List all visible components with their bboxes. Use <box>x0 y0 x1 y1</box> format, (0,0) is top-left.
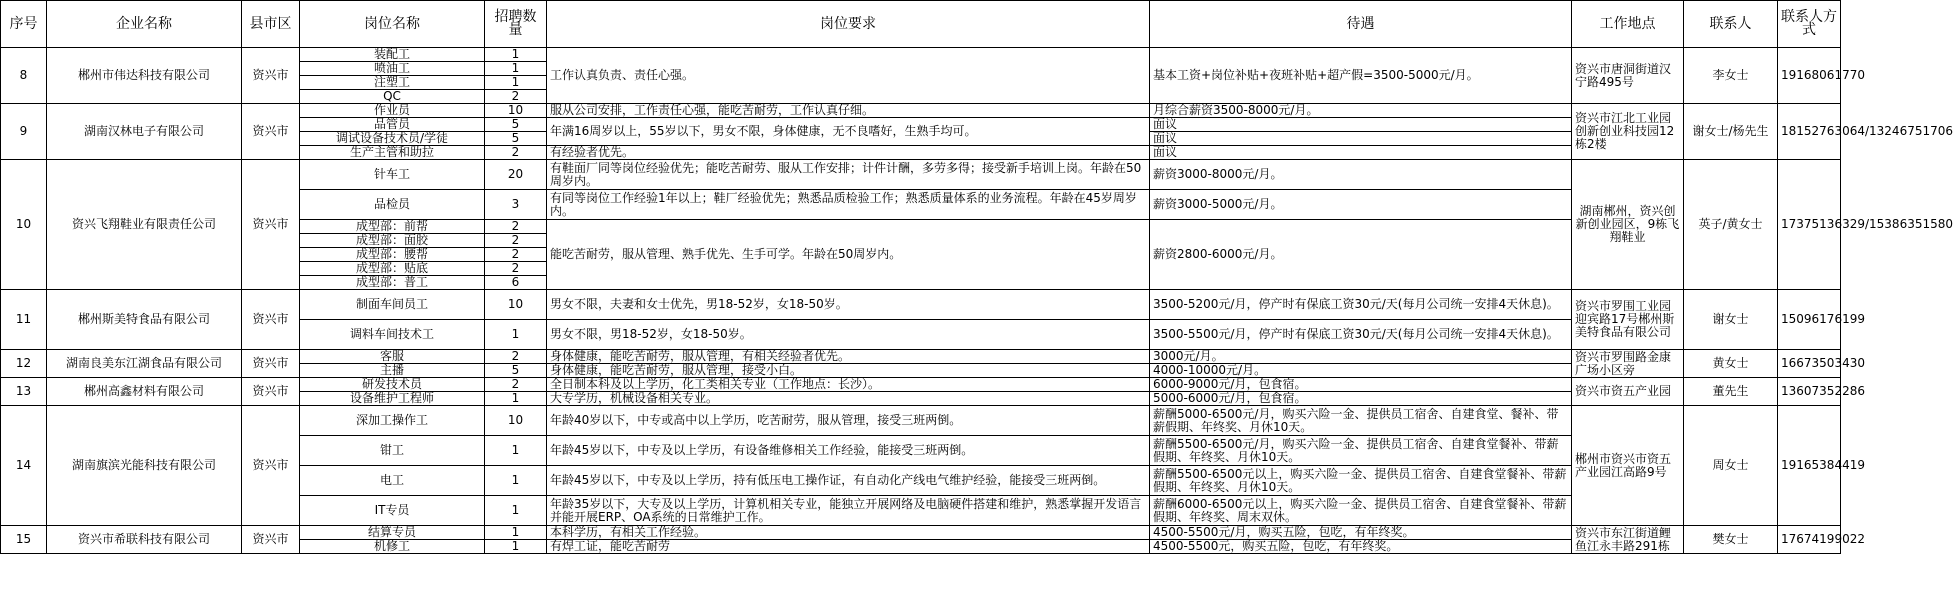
table-row <box>1 290 1841 320</box>
job-title: 调料车间技术工 <box>300 320 485 350</box>
work-location: 湖南郴州，资兴创新创业园区，9栋飞翔鞋业 <box>1572 160 1684 290</box>
contact-person: 周女士 <box>1684 406 1778 526</box>
header-location: 工作地点 <box>1572 1 1684 48</box>
table-row <box>1 526 1841 540</box>
job-count: 5 <box>485 132 547 146</box>
company-name: 资兴飞翔鞋业有限责任公司 <box>47 160 242 290</box>
job-benefits: 薪资3000-8000元/月。 <box>1150 160 1572 190</box>
table-row <box>1 48 1841 62</box>
job-title: 电工 <box>300 466 485 496</box>
job-benefits: 薪酬5500-6500元/月，购买六险一金、提供员工宿舍、自建食堂餐补、带薪假期、年终奖、月休10天。 <box>1150 436 1572 466</box>
job-count: 2 <box>485 248 547 262</box>
work-location: 资兴市罗围工业园迎宾路17号郴州斯美特食品有限公司 <box>1572 290 1684 350</box>
job-count: 10 <box>485 104 547 118</box>
job-count: 2 <box>485 350 547 364</box>
job-requirements: 年龄45岁以下，中专及以上学历，持有低压电工操作证，有自动化产线电气维护经验，能接受三班两倒。 <box>547 466 1150 496</box>
job-requirements: 本科学历，有相关工作经验。 <box>547 526 1150 540</box>
work-location: 资兴市罗围路金康广场小区旁 <box>1572 350 1684 378</box>
contact-person: 樊女士 <box>1684 526 1778 554</box>
job-title: IT专员 <box>300 496 485 526</box>
job-title: 针车工 <box>300 160 485 190</box>
district: 资兴市 <box>242 350 300 378</box>
job-benefits: 薪酬5000-6500元/月，购买六险一金、提供员工宿舍、自建食堂、餐补、带薪假期、年终奖、月休10天。 <box>1150 406 1572 436</box>
contact-phone: 19168061770 <box>1778 48 1841 104</box>
row-seq: 8 <box>1 48 47 104</box>
company-name: 湖南旗滨光能科技有限公司 <box>47 406 242 526</box>
job-count: 1 <box>485 76 547 90</box>
row-seq: 10 <box>1 160 47 290</box>
job-count: 2 <box>485 378 547 392</box>
job-count: 1 <box>485 48 547 62</box>
job-benefits: 面议 <box>1150 118 1572 132</box>
job-title: 成型部：面胶 <box>300 234 485 248</box>
job-requirements: 年龄35岁以下，大专及以上学历，计算机相关专业，能独立开展网络及电脑硬件搭建和维护，熟悉掌握开发语言并能开展ERP、OA系统的日常维护工作。 <box>547 496 1150 526</box>
job-title: 成型部：前帮 <box>300 220 485 234</box>
job-benefits: 薪酬6000-6500元以上，购买六险一金、提供员工宿舍、自建食堂餐补、带薪假期、年终奖、周末双休。 <box>1150 496 1572 526</box>
header-position: 岗位名称 <box>300 1 485 48</box>
job-benefits: 4500-5500元/月，购买五险，包吃，有年终奖。 <box>1150 526 1572 540</box>
header-count: 招聘数量 <box>485 1 547 48</box>
job-title: 品检员 <box>300 190 485 220</box>
work-location: 资兴市东江街道鲤鱼江永丰路291栋 <box>1572 526 1684 554</box>
job-count: 1 <box>485 496 547 526</box>
job-title: 机修工 <box>300 540 485 554</box>
header-row <box>1 1 1841 48</box>
job-title: 结算专员 <box>300 526 485 540</box>
table-row <box>1 406 1841 436</box>
job-requirements: 全日制本科及以上学历，化工类相关专业（工作地点：长沙）。 <box>547 378 1150 392</box>
job-count: 5 <box>485 118 547 132</box>
contact-person: 黄女士 <box>1684 350 1778 378</box>
job-benefits: 薪资2800-6000元/月。 <box>1150 220 1572 290</box>
job-count: 2 <box>485 90 547 104</box>
contact-phone: 15096176199 <box>1778 290 1841 350</box>
work-location: 资兴市江北工业园创新创业科技园12栋2楼 <box>1572 104 1684 160</box>
contact-phone: 13607352286 <box>1778 378 1841 406</box>
job-count: 10 <box>485 406 547 436</box>
work-location: 郴州市资兴市资五产业园江高路9号 <box>1572 406 1684 526</box>
table-row <box>1 104 1841 118</box>
company-name: 资兴市希联科技有限公司 <box>47 526 242 554</box>
job-title: 成型部：普工 <box>300 276 485 290</box>
job-count: 1 <box>485 436 547 466</box>
contact-phone: 18152763064/13246751706 <box>1778 104 1841 160</box>
job-requirements: 身体健康，能吃苦耐劳，服从管理，接受小白。 <box>547 364 1150 378</box>
row-seq: 15 <box>1 526 47 554</box>
job-requirements: 身体健康，能吃苦耐劳，服从管理，有相关经验者优先。 <box>547 350 1150 364</box>
job-title: 钳工 <box>300 436 485 466</box>
job-requirements: 男女不限，夫妻和女士优先，男18-52岁，女18-50岁。 <box>547 290 1150 320</box>
job-count: 1 <box>485 62 547 76</box>
job-count: 1 <box>485 392 547 406</box>
job-count: 6 <box>485 276 547 290</box>
job-count: 1 <box>485 526 547 540</box>
job-title: 生产主管和助拉 <box>300 146 485 160</box>
job-title: 研发技术员 <box>300 378 485 392</box>
contact-phone: 17375136329/15386351580 <box>1778 160 1841 290</box>
job-benefits: 面议 <box>1150 132 1572 146</box>
job-requirements: 年龄45岁以下，中专及以上学历，有设备维修相关工作经验，能接受三班两倒。 <box>547 436 1150 466</box>
header-district: 县市区 <box>242 1 300 48</box>
job-benefits: 3000元/月。 <box>1150 350 1572 364</box>
job-benefits: 3500-5500元/月，停产时有保底工资30元/天(每月公司统一安排4天休息)。 <box>1150 320 1572 350</box>
district: 资兴市 <box>242 48 300 104</box>
district: 资兴市 <box>242 406 300 526</box>
job-title: 成型部：腰帮 <box>300 248 485 262</box>
header-contact: 联系人 <box>1684 1 1778 48</box>
job-count: 2 <box>485 234 547 248</box>
job-count: 2 <box>485 262 547 276</box>
job-count: 1 <box>485 540 547 554</box>
row-seq: 14 <box>1 406 47 526</box>
header-benefits: 待遇 <box>1150 1 1572 48</box>
job-requirements: 大专学历，机械设备相关专业。 <box>547 392 1150 406</box>
table-row <box>1 378 1841 392</box>
job-requirements: 男女不限，男18-52岁，女18-50岁。 <box>547 320 1150 350</box>
header-seq: 序号 <box>1 1 47 48</box>
job-title: 客服 <box>300 350 485 364</box>
company-name: 郴州斯美特食品有限公司 <box>47 290 242 350</box>
job-benefits: 4500-5500元，购买五险，包吃，有年终奖。 <box>1150 540 1572 554</box>
row-seq: 11 <box>1 290 47 350</box>
job-benefits: 4000-10000元/月。 <box>1150 364 1572 378</box>
job-benefits: 月综合薪资3500-8000元/月。 <box>1150 104 1572 118</box>
contact-person: 谢女士/杨先生 <box>1684 104 1778 160</box>
row-seq: 13 <box>1 378 47 406</box>
job-requirements: 有鞋面厂同等岗位经验优先；能吃苦耐劳、服从工作安排；计件计酬，多劳多得；接受新手培训上岗。年龄在50周岁内。 <box>547 160 1150 190</box>
job-title: 调试设备技术员/学徒 <box>300 132 485 146</box>
district: 资兴市 <box>242 378 300 406</box>
work-location: 资兴市唐洞街道汉宁路495号 <box>1572 48 1684 104</box>
job-title: 注塑工 <box>300 76 485 90</box>
job-count: 2 <box>485 146 547 160</box>
job-requirements: 工作认真负责、责任心强。 <box>547 48 1150 104</box>
company-name: 湖南汉林电子有限公司 <box>47 104 242 160</box>
job-requirements: 年满16周岁以上，55岁以下，男女不限，身体健康，无不良嗜好，生熟手均可。 <box>547 118 1150 146</box>
job-title: 作业员 <box>300 104 485 118</box>
job-count: 10 <box>485 290 547 320</box>
header-requirements: 岗位要求 <box>547 1 1150 48</box>
job-title: QC <box>300 90 485 104</box>
job-count: 1 <box>485 320 547 350</box>
job-requirements: 有焊工证，能吃苦耐劳 <box>547 540 1150 554</box>
job-benefits: 3500-5200元/月，停产时有保底工资30元/天(每月公司统一安排4天休息)。 <box>1150 290 1572 320</box>
company-name: 湖南良美东江湖食品有限公司 <box>47 350 242 378</box>
job-benefits: 基本工资+岗位补贴+夜班补贴+超产假=3500-5000元/月。 <box>1150 48 1572 104</box>
job-title: 制面车间员工 <box>300 290 485 320</box>
job-count: 5 <box>485 364 547 378</box>
row-seq: 9 <box>1 104 47 160</box>
job-title: 品管员 <box>300 118 485 132</box>
job-title: 喷油工 <box>300 62 485 76</box>
job-benefits: 5000-6000元/月，包食宿。 <box>1150 392 1572 406</box>
table-row <box>1 160 1841 190</box>
header-company: 企业名称 <box>47 1 242 48</box>
job-requirements: 服从公司安排，工作责任心强，能吃苦耐劳，工作认真仔细。 <box>547 104 1150 118</box>
job-count: 3 <box>485 190 547 220</box>
contact-person: 谢女士 <box>1684 290 1778 350</box>
job-requirements: 有同等岗位工作经验1年以上；鞋厂经验优先；熟悉品质检验工作；熟悉质量体系的业务流程。年龄在45岁周岁内。 <box>547 190 1150 220</box>
job-title: 成型部：贴底 <box>300 262 485 276</box>
job-title: 深加工操作工 <box>300 406 485 436</box>
contact-phone: 19165384419 <box>1778 406 1841 526</box>
job-count: 1 <box>485 466 547 496</box>
district: 资兴市 <box>242 526 300 554</box>
job-benefits: 6000-9000元/月，包食宿。 <box>1150 378 1572 392</box>
job-title: 装配工 <box>300 48 485 62</box>
job-requirements: 年龄40岁以下，中专或高中以上学历，吃苦耐劳，服从管理，接受三班两倒。 <box>547 406 1150 436</box>
job-benefits: 薪资3000-5000元/月。 <box>1150 190 1572 220</box>
work-location: 资兴市资五产业园 <box>1572 378 1684 406</box>
district: 资兴市 <box>242 160 300 290</box>
company-name: 郴州高鑫材料有限公司 <box>47 378 242 406</box>
contact-person: 李女士 <box>1684 48 1778 104</box>
job-requirements: 能吃苦耐劳，服从管理、熟手优先、生手可学。年龄在50周岁内。 <box>547 220 1150 290</box>
district: 资兴市 <box>242 104 300 160</box>
header-phone: 联系人方式 <box>1778 1 1841 48</box>
district: 资兴市 <box>242 290 300 350</box>
contact-person: 董先生 <box>1684 378 1778 406</box>
table-row <box>1 350 1841 364</box>
job-benefits: 薪酬5500-6500元以上，购买六险一金、提供员工宿舍、自建食堂餐补、带薪假期、年终奖、月休10天。 <box>1150 466 1572 496</box>
job-requirements: 有经验者优先。 <box>547 146 1150 160</box>
job-count: 2 <box>485 220 547 234</box>
job-count: 20 <box>485 160 547 190</box>
job-benefits: 面议 <box>1150 146 1572 160</box>
contact-phone: 16673503430 <box>1778 350 1841 378</box>
contact-person: 英子/黄女士 <box>1684 160 1778 290</box>
contact-phone: 17674199022 <box>1778 526 1841 554</box>
job-title: 设备维护工程师 <box>300 392 485 406</box>
company-name: 郴州市伟达科技有限公司 <box>47 48 242 104</box>
row-seq: 12 <box>1 350 47 378</box>
job-title: 主播 <box>300 364 485 378</box>
